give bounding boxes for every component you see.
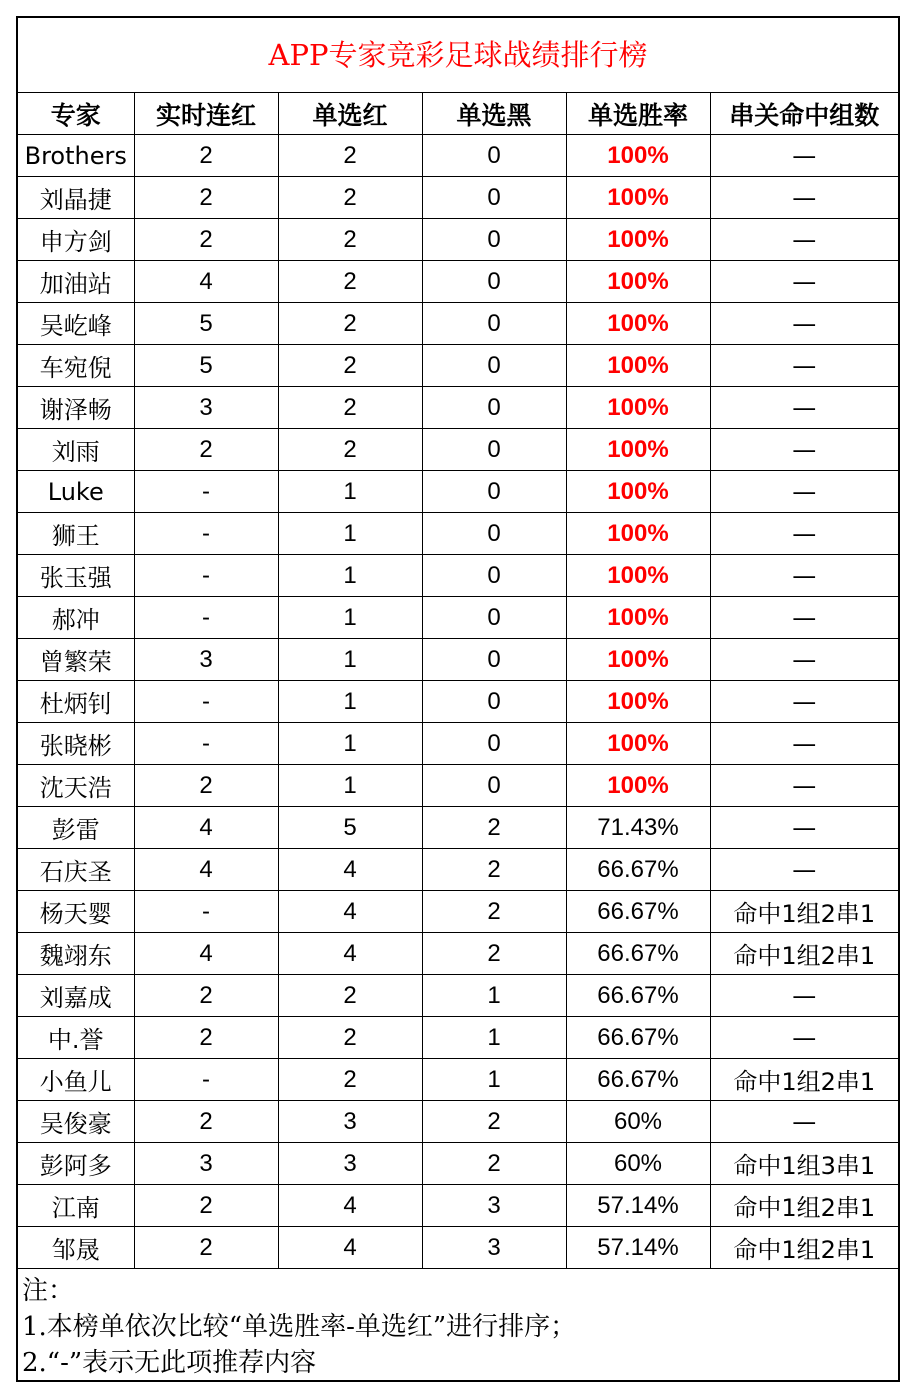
cell-expert: 杨天婴 — [18, 891, 134, 933]
cell-win-rate: 66.67% — [566, 1059, 710, 1101]
table-row — [18, 513, 898, 555]
cell-win-rate: 100% — [566, 597, 710, 639]
cell-expert: 加油站 — [18, 261, 134, 303]
cell-single-red: 2 — [278, 387, 422, 429]
cell-live-streak: 2 — [134, 135, 278, 177]
cell-single-red: 1 — [278, 681, 422, 723]
table-row — [18, 1227, 898, 1269]
cell-win-rate: 100% — [566, 345, 710, 387]
cell-parlay-hits: 命中1组2串1 — [710, 1059, 898, 1101]
cell-win-rate: 71.43% — [566, 807, 710, 849]
cell-single-red: 2 — [278, 1059, 422, 1101]
cell-single-black: 1 — [422, 1017, 566, 1059]
cell-win-rate: 60% — [566, 1101, 710, 1143]
cell-live-streak: 2 — [134, 1185, 278, 1227]
cell-parlay-hits: — — [710, 387, 898, 429]
cell-expert: 吴屹峰 — [18, 303, 134, 345]
cell-parlay-hits: — — [710, 975, 898, 1017]
table-row — [18, 429, 898, 471]
cell-single-red: 1 — [278, 555, 422, 597]
header-expert: 专家 — [18, 93, 134, 135]
cell-expert: Brothers — [18, 135, 134, 177]
cell-win-rate: 100% — [566, 555, 710, 597]
ranking-table — [18, 93, 898, 1269]
cell-expert: 吴俊豪 — [18, 1101, 134, 1143]
header-parlay-hits: 串关命中组数 — [710, 93, 898, 135]
cell-win-rate: 100% — [566, 219, 710, 261]
cell-expert: 石庆圣 — [18, 849, 134, 891]
cell-single-black: 0 — [422, 177, 566, 219]
cell-parlay-hits: 命中1组3串1 — [710, 1143, 898, 1185]
table-row — [18, 387, 898, 429]
cell-single-red: 4 — [278, 891, 422, 933]
cell-parlay-hits: — — [710, 177, 898, 219]
cell-single-black: 0 — [422, 765, 566, 807]
cell-live-streak: - — [134, 1059, 278, 1101]
cell-expert: 刘晶捷 — [18, 177, 134, 219]
table-row — [18, 1017, 898, 1059]
cell-win-rate: 57.14% — [566, 1227, 710, 1269]
cell-win-rate: 60% — [566, 1143, 710, 1185]
table-row — [18, 891, 898, 933]
cell-win-rate: 100% — [566, 387, 710, 429]
cell-live-streak: 2 — [134, 1227, 278, 1269]
cell-live-streak: 5 — [134, 303, 278, 345]
cell-win-rate: 100% — [566, 723, 710, 765]
cell-live-streak: 2 — [134, 765, 278, 807]
cell-single-red: 1 — [278, 639, 422, 681]
cell-single-red: 2 — [278, 261, 422, 303]
cell-parlay-hits: — — [710, 345, 898, 387]
cell-single-red: 2 — [278, 429, 422, 471]
cell-single-red: 2 — [278, 303, 422, 345]
cell-single-red: 2 — [278, 219, 422, 261]
cell-single-red: 4 — [278, 1185, 422, 1227]
cell-single-red: 4 — [278, 849, 422, 891]
table-row — [18, 1143, 898, 1185]
cell-parlay-hits: — — [710, 429, 898, 471]
cell-parlay-hits: — — [710, 555, 898, 597]
table-header-row — [18, 93, 898, 135]
table-row — [18, 597, 898, 639]
cell-win-rate: 100% — [566, 177, 710, 219]
cell-single-red: 1 — [278, 597, 422, 639]
table-row — [18, 135, 898, 177]
cell-expert: 张玉强 — [18, 555, 134, 597]
cell-live-streak: 3 — [134, 1143, 278, 1185]
cell-live-streak: - — [134, 723, 278, 765]
cell-single-black: 0 — [422, 387, 566, 429]
notes-heading: 注： — [22, 1276, 75, 1306]
cell-single-black: 2 — [422, 1101, 566, 1143]
cell-live-streak: 2 — [134, 429, 278, 471]
header-win-rate: 单选胜率 — [566, 93, 710, 135]
table-row — [18, 723, 898, 765]
note-2: 2.“-”表示无此项推荐内容 — [22, 1348, 317, 1378]
table-row — [18, 261, 898, 303]
cell-live-streak: 2 — [134, 219, 278, 261]
cell-expert: 中.誉 — [18, 1017, 134, 1059]
cell-win-rate: 100% — [566, 639, 710, 681]
cell-win-rate: 100% — [566, 681, 710, 723]
notes — [18, 1269, 898, 1381]
table-body — [18, 135, 898, 1269]
cell-expert: 狮王 — [18, 513, 134, 555]
table-row — [18, 765, 898, 807]
table-row — [18, 807, 898, 849]
cell-single-black: 2 — [422, 849, 566, 891]
cell-single-red: 1 — [278, 765, 422, 807]
cell-parlay-hits: — — [710, 135, 898, 177]
table-row — [18, 1101, 898, 1143]
cell-win-rate: 100% — [566, 429, 710, 471]
cell-expert: 刘嘉成 — [18, 975, 134, 1017]
cell-live-streak: - — [134, 513, 278, 555]
cell-parlay-hits: — — [710, 639, 898, 681]
cell-expert: 谢泽畅 — [18, 387, 134, 429]
table-row — [18, 555, 898, 597]
cell-single-black: 2 — [422, 1143, 566, 1185]
cell-single-red: 2 — [278, 135, 422, 177]
cell-single-red: 2 — [278, 1017, 422, 1059]
table-row — [18, 639, 898, 681]
cell-live-streak: 2 — [134, 177, 278, 219]
table-row — [18, 177, 898, 219]
cell-live-streak: 2 — [134, 975, 278, 1017]
cell-single-black: 1 — [422, 975, 566, 1017]
cell-expert: 郝冲 — [18, 597, 134, 639]
cell-parlay-hits: 命中1组2串1 — [710, 891, 898, 933]
cell-parlay-hits: — — [710, 597, 898, 639]
cell-expert: 曾繁荣 — [18, 639, 134, 681]
cell-live-streak: 4 — [134, 807, 278, 849]
cell-live-streak: - — [134, 681, 278, 723]
cell-parlay-hits: — — [710, 681, 898, 723]
cell-single-red: 2 — [278, 975, 422, 1017]
cell-single-black: 0 — [422, 429, 566, 471]
cell-single-red: 4 — [278, 933, 422, 975]
cell-parlay-hits: — — [710, 765, 898, 807]
cell-parlay-hits: — — [710, 1101, 898, 1143]
table-row — [18, 471, 898, 513]
cell-single-red: 2 — [278, 345, 422, 387]
cell-live-streak: 4 — [134, 933, 278, 975]
cell-single-red: 3 — [278, 1143, 422, 1185]
table-row — [18, 303, 898, 345]
cell-live-streak: 4 — [134, 261, 278, 303]
cell-parlay-hits: — — [710, 513, 898, 555]
cell-live-streak: - — [134, 471, 278, 513]
cell-single-black: 3 — [422, 1185, 566, 1227]
cell-parlay-hits: — — [710, 303, 898, 345]
cell-parlay-hits: 命中1组2串1 — [710, 933, 898, 975]
cell-win-rate: 66.67% — [566, 849, 710, 891]
cell-win-rate: 66.67% — [566, 975, 710, 1017]
cell-single-black: 0 — [422, 723, 566, 765]
header-single-black: 单选黑 — [422, 93, 566, 135]
cell-single-red: 4 — [278, 1227, 422, 1269]
cell-single-black: 0 — [422, 555, 566, 597]
cell-single-black: 0 — [422, 135, 566, 177]
table-row — [18, 1059, 898, 1101]
cell-win-rate: 100% — [566, 765, 710, 807]
cell-parlay-hits: — — [710, 807, 898, 849]
cell-single-black: 2 — [422, 933, 566, 975]
cell-single-black: 0 — [422, 219, 566, 261]
cell-live-streak: 3 — [134, 639, 278, 681]
cell-parlay-hits: — — [710, 261, 898, 303]
table-row — [18, 933, 898, 975]
cell-single-black: 0 — [422, 345, 566, 387]
cell-expert: 彭雷 — [18, 807, 134, 849]
cell-expert: 张晓彬 — [18, 723, 134, 765]
cell-expert: 彭阿多 — [18, 1143, 134, 1185]
table-row — [18, 975, 898, 1017]
cell-single-black: 0 — [422, 471, 566, 513]
cell-single-black: 0 — [422, 597, 566, 639]
cell-expert: 车宛倪 — [18, 345, 134, 387]
table-row — [18, 1185, 898, 1227]
cell-expert: 刘雨 — [18, 429, 134, 471]
cell-expert: 沈天浩 — [18, 765, 134, 807]
cell-parlay-hits: — — [710, 471, 898, 513]
cell-single-red: 5 — [278, 807, 422, 849]
cell-single-black: 2 — [422, 807, 566, 849]
cell-live-streak: - — [134, 597, 278, 639]
ranking-sheet — [16, 16, 900, 1382]
cell-win-rate: 100% — [566, 471, 710, 513]
cell-parlay-hits: — — [710, 219, 898, 261]
cell-expert: 小鱼儿 — [18, 1059, 134, 1101]
cell-live-streak: 3 — [134, 387, 278, 429]
cell-single-black: 0 — [422, 513, 566, 555]
cell-win-rate: 100% — [566, 303, 710, 345]
cell-expert: 杜炳钊 — [18, 681, 134, 723]
cell-single-black: 1 — [422, 1059, 566, 1101]
cell-single-black: 0 — [422, 303, 566, 345]
cell-live-streak: 4 — [134, 849, 278, 891]
table-row — [18, 345, 898, 387]
cell-parlay-hits: 命中1组2串1 — [710, 1185, 898, 1227]
cell-live-streak: 2 — [134, 1101, 278, 1143]
cell-parlay-hits: 命中1组2串1 — [710, 1227, 898, 1269]
cell-single-red: 2 — [278, 177, 422, 219]
cell-single-red: 3 — [278, 1101, 422, 1143]
cell-expert: 魏翊东 — [18, 933, 134, 975]
cell-win-rate: 100% — [566, 513, 710, 555]
cell-win-rate: 66.67% — [566, 891, 710, 933]
cell-single-black: 2 — [422, 891, 566, 933]
cell-single-red: 1 — [278, 471, 422, 513]
cell-expert: 申方剑 — [18, 219, 134, 261]
cell-win-rate: 100% — [566, 135, 710, 177]
cell-single-red: 1 — [278, 513, 422, 555]
cell-live-streak: - — [134, 891, 278, 933]
cell-single-black: 0 — [422, 261, 566, 303]
cell-live-streak: 5 — [134, 345, 278, 387]
cell-live-streak: - — [134, 555, 278, 597]
cell-single-black: 0 — [422, 681, 566, 723]
table-row — [18, 681, 898, 723]
cell-single-black: 3 — [422, 1227, 566, 1269]
cell-win-rate: 100% — [566, 261, 710, 303]
header-live-streak: 实时连红 — [134, 93, 278, 135]
cell-win-rate: 57.14% — [566, 1185, 710, 1227]
page-title: APP专家竞彩足球战绩排行榜 — [18, 18, 898, 93]
note-1: 1.本榜单依次比较“单选胜率-单选红”进行排序； — [22, 1312, 577, 1342]
cell-parlay-hits: — — [710, 849, 898, 891]
cell-parlay-hits: — — [710, 1017, 898, 1059]
cell-parlay-hits: — — [710, 723, 898, 765]
cell-expert: 江南 — [18, 1185, 134, 1227]
table-row — [18, 219, 898, 261]
cell-live-streak: 2 — [134, 1017, 278, 1059]
cell-single-black: 0 — [422, 639, 566, 681]
cell-expert: 邹晟 — [18, 1227, 134, 1269]
cell-expert: Luke — [18, 471, 134, 513]
cell-single-red: 1 — [278, 723, 422, 765]
cell-win-rate: 66.67% — [566, 1017, 710, 1059]
header-single-red: 单选红 — [278, 93, 422, 135]
cell-win-rate: 66.67% — [566, 933, 710, 975]
table-row — [18, 849, 898, 891]
